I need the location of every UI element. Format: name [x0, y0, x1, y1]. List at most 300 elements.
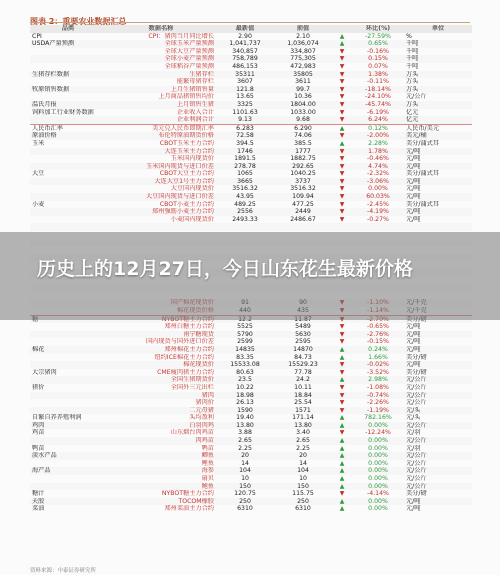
change-cell: -0.02%	[352, 361, 404, 369]
latest-value-cell: 1746	[216, 148, 274, 156]
trend-arrow-icon: ▲	[339, 475, 345, 483]
latest-value-cell: 2493.33	[232, 215, 258, 223]
unit-cell: 元/公斤	[404, 452, 472, 460]
indicator-cell: 企业利润合计	[106, 116, 216, 124]
table-row	[30, 216, 472, 224]
table-row	[30, 392, 472, 400]
indicator-cell: CPI：猪肉当月同比增长	[148, 32, 214, 40]
previous-value-cell: 385.5	[294, 139, 312, 147]
trend-arrow-icon: ▲	[339, 139, 345, 147]
previous-value-cell: 2.65	[274, 437, 332, 445]
table-row	[30, 155, 472, 163]
unit-cell: 元/公斤	[406, 383, 427, 391]
trend-arrow-icon: ▲	[332, 124, 352, 132]
trend-arrow-icon: ▲	[332, 483, 352, 491]
unit-cell: 元/羽	[406, 444, 421, 452]
indicator-cell: 郑州棉花主力合约	[106, 346, 216, 354]
latest-value-cell: 2.65	[216, 437, 274, 445]
indicator-cell: 鸭苗	[201, 444, 214, 452]
table-row	[30, 422, 472, 430]
unit-cell: 千吨	[404, 40, 472, 48]
table-row	[30, 163, 472, 171]
previous-value-cell: 14870	[274, 346, 332, 354]
category-cell: 菜油	[32, 505, 45, 513]
table-row	[30, 132, 472, 140]
table-row	[30, 429, 472, 437]
table-row	[30, 452, 472, 460]
change-cell: 1.38%	[352, 71, 404, 79]
latest-value-cell: 43.95	[216, 193, 274, 201]
latest-value-cell: 2556	[216, 208, 274, 216]
category-cell: 糖汁	[32, 490, 45, 498]
trend-arrow-icon: ▼	[339, 93, 345, 101]
category-cell: 玉米	[32, 139, 45, 147]
trend-arrow-icon	[332, 223, 352, 231]
latest-value-cell: 278.78	[216, 163, 274, 171]
unit-cell	[404, 223, 472, 231]
previous-value-cell: 2486.67	[290, 215, 316, 223]
category-cell	[30, 223, 106, 231]
trend-arrow-icon: ▼	[332, 132, 352, 140]
category-cell	[30, 392, 106, 400]
unit-cell: 美元/桶	[404, 132, 472, 140]
unit-cell: 元/公斤	[404, 376, 472, 384]
unit-cell: 元/吨	[404, 193, 472, 201]
previous-value-cell: 2.25	[296, 444, 310, 452]
latest-value-cell: 3325	[216, 101, 274, 109]
category-cell	[30, 460, 106, 468]
indicator-cell: CBOT大豆主力合约	[159, 170, 214, 178]
table-row	[30, 48, 472, 56]
category-cell	[30, 63, 106, 71]
latest-value-cell: 6.283	[216, 124, 274, 132]
category-cell: 天胶	[30, 498, 106, 506]
category-cell	[30, 399, 106, 407]
unit-cell: 元/公斤	[404, 483, 472, 491]
latest-value-cell: 6310	[237, 505, 253, 513]
table-row	[30, 467, 472, 475]
previous-value-cell: 25.54	[294, 399, 312, 407]
trend-arrow-icon: ▼	[332, 71, 352, 79]
trend-arrow-icon: ▼	[339, 185, 345, 193]
previous-value-cell: 10.11	[294, 383, 312, 391]
latest-value-cell: 14	[241, 459, 249, 467]
latest-value-cell: 250	[216, 498, 274, 506]
table-row	[30, 384, 472, 392]
previous-value-cell: 9.68	[274, 116, 332, 124]
latest-value-cell: 10	[241, 475, 249, 483]
previous-value-cell: 10	[299, 475, 307, 483]
trend-arrow-icon: ▲	[339, 32, 345, 40]
trend-arrow-icon: ▼	[339, 215, 345, 223]
latest-value-cell: 10.22	[236, 383, 254, 391]
indicator-cell: 大连玉米主力合约	[106, 148, 216, 156]
indicator-cell: 山东烟台肉鸡苗	[170, 429, 214, 437]
latest-value-cell: 35311	[216, 71, 274, 79]
category-cell	[30, 483, 106, 491]
previous-value-cell: 6.290	[274, 124, 332, 132]
trend-arrow-icon: ▼	[339, 62, 345, 70]
change-cell: 0.00%	[368, 444, 388, 452]
trend-arrow-icon: ▼	[332, 55, 352, 63]
latest-value-cell: 20	[216, 452, 274, 460]
previous-value-cell: 3516.32	[290, 185, 316, 193]
indicator-cell: NYBOT糖主力合约	[161, 490, 214, 498]
table-row	[30, 93, 472, 101]
table-row	[30, 116, 472, 124]
category-cell	[30, 407, 106, 415]
category-cell: 大豆	[32, 170, 45, 178]
previous-value-cell: 2449	[274, 208, 332, 216]
unit-cell: 万头	[404, 86, 472, 94]
previous-value-cell: 20	[274, 452, 332, 460]
change-cell: 782.16%	[364, 414, 392, 422]
unit-cell: 千吨	[404, 55, 472, 63]
trend-arrow-icon: ▲	[339, 414, 345, 422]
previous-value-cell: 115.75	[292, 490, 314, 498]
table-row	[30, 201, 472, 209]
change-cell: 2.98%	[352, 376, 404, 384]
indicator-cell: 上月销售生猪	[106, 101, 216, 109]
change-cell: 0.00%	[352, 498, 404, 506]
change-cell: -18.14%	[352, 86, 404, 94]
indicator-cell: 大豆国内现货价	[170, 185, 214, 193]
latest-value-cell: 5525	[237, 323, 253, 331]
category-cell: 生猪存栏数据	[30, 71, 106, 79]
previous-value-cell: 1571	[274, 407, 332, 415]
category-cell	[30, 178, 106, 186]
indicator-cell: 猪肉	[106, 392, 216, 400]
indicator-cell: 扇贝	[201, 475, 214, 483]
unit-cell: 万头	[404, 71, 472, 79]
unit-cell: 元/头	[406, 414, 421, 422]
category-cell: 牧原销售数据	[30, 86, 106, 94]
category-cell	[30, 338, 106, 346]
latest-value-cell: 758,789	[216, 55, 274, 63]
category-cell	[30, 361, 106, 369]
indicator-cell: 郑州菜油主力合约	[164, 505, 214, 513]
change-cell: -12.24%	[365, 429, 391, 437]
unit-cell: 元/吨	[404, 163, 472, 171]
table-row	[30, 490, 472, 498]
change-cell: 0.00%	[352, 483, 404, 491]
indicator-cell: CBOT小麦主力合约	[159, 200, 214, 208]
trend-arrow-icon: ▲	[332, 376, 352, 384]
trend-arrow-icon: ▼	[339, 490, 345, 498]
unit-cell: 美分/蒲式耳	[406, 139, 440, 147]
change-cell: 0.00%	[352, 452, 404, 460]
indicator-cell: 企业收入合计	[176, 108, 214, 116]
table-row	[30, 170, 472, 178]
latest-value-cell: 23.5	[216, 376, 274, 384]
previous-value-cell: 5630	[274, 331, 332, 339]
latest-value-cell: 486,153	[232, 62, 258, 70]
previous-value-cell: 477.25	[292, 200, 314, 208]
trend-arrow-icon: ▼	[339, 429, 345, 437]
category-cell	[30, 193, 106, 201]
table-row	[30, 86, 472, 94]
unit-cell: 千吨	[406, 62, 419, 70]
indicator-cell: 纽约ICE棉花主力合约	[154, 353, 214, 361]
change-cell: -1.08%	[367, 383, 389, 391]
indicator-cell: 猪肉价	[195, 399, 214, 407]
category-cell	[30, 323, 106, 331]
table-row	[30, 369, 472, 377]
table-header-row	[30, 25, 472, 33]
trend-arrow-icon: ▲	[339, 459, 345, 467]
unit-cell: 元/吨	[404, 208, 472, 216]
change-cell: -2.76%	[352, 331, 404, 339]
category-cell	[30, 155, 106, 163]
trend-arrow-icon: ▼	[339, 338, 345, 346]
change-cell: -0.65%	[367, 323, 389, 331]
previous-value-cell: 99.7	[274, 86, 332, 94]
table-row	[30, 498, 472, 506]
table-row	[30, 193, 472, 201]
previous-value-cell: 74.06	[274, 132, 332, 140]
indicator-cell: 二元母猪	[106, 407, 216, 415]
header-unit: 单位	[404, 25, 472, 33]
latest-value-cell: 72.58	[216, 132, 274, 140]
previous-value-cell: 3.40	[296, 429, 310, 437]
table-row	[30, 407, 472, 415]
unit-cell: 元/吨	[406, 185, 421, 193]
category-cell	[30, 116, 106, 124]
table-row	[30, 178, 472, 186]
trend-arrow-icon: ▼	[332, 178, 352, 186]
latest-value-cell: 1891.5	[234, 155, 256, 163]
headline-text: 历史上的12月27日，今日山东花生最新价格	[37, 258, 413, 280]
table-row	[30, 483, 472, 491]
unit-cell: 元/吨	[404, 178, 472, 186]
change-cell: -45.74%	[352, 101, 404, 109]
indicator-cell: 鲤鱼	[201, 459, 214, 467]
unit-cell: 元/公斤	[406, 459, 427, 467]
category-cell: 淡水产品	[30, 452, 106, 460]
category-cell	[30, 185, 106, 193]
previous-value-cell: 24.2	[274, 376, 332, 384]
change-cell: 0.07%	[368, 62, 388, 70]
change-cell	[352, 223, 404, 231]
table-row	[30, 475, 472, 483]
header-latest: 最新值	[216, 25, 274, 33]
trend-arrow-icon: ▼	[339, 368, 345, 376]
category-cell: 棉花	[30, 346, 106, 354]
unit-cell: %	[406, 32, 412, 40]
category-cell	[30, 78, 106, 86]
title-divider	[30, 22, 470, 23]
unit-cell: 元/吨	[406, 505, 421, 513]
indicator-cell: 生猪存栏	[106, 71, 216, 79]
table-row	[30, 63, 472, 71]
latest-value-cell: 5790	[216, 331, 274, 339]
table-row	[30, 414, 472, 422]
category-cell: 人民币汇率	[30, 124, 106, 132]
header-category: 品类	[30, 25, 106, 33]
trend-arrow-icon: ▲	[339, 444, 345, 452]
indicator-cell	[106, 223, 216, 231]
indicator-cell: CME瘦肉猪主力合约	[157, 368, 214, 376]
indicator-cell: 全球大豆产量预测	[164, 47, 214, 55]
unit-cell: 元/公斤	[404, 422, 472, 430]
table-row	[30, 505, 472, 513]
latest-value-cell: 121.8	[216, 86, 274, 94]
category-cell	[30, 93, 106, 101]
category-cell: 自繁自养养殖利润	[32, 414, 82, 422]
trend-arrow-icon: ▲	[332, 422, 352, 430]
trend-arrow-icon: ▼	[332, 331, 352, 339]
latest-value-cell: 3607	[237, 78, 253, 86]
previous-value-cell: 1882.75	[290, 155, 316, 163]
change-cell: -2.26%	[367, 399, 389, 407]
previous-value-cell: 150	[274, 483, 332, 491]
category-cell: 鸡肉	[30, 422, 106, 430]
trend-arrow-icon: ▲	[332, 498, 352, 506]
unit-cell: 亿元	[404, 116, 472, 124]
change-cell: 0.24%	[352, 346, 404, 354]
previous-value-cell: 18.84	[274, 392, 332, 400]
unit-cell: 美分/磅	[406, 368, 427, 376]
latest-value-cell: 26.13	[236, 399, 254, 407]
header-indicator: 数据名称	[106, 25, 216, 33]
change-cell: 0.12%	[352, 124, 404, 132]
source-note: 资料来源：中泰证券研究所	[30, 568, 97, 574]
table-row	[30, 361, 472, 369]
unit-cell: 元/头	[404, 407, 472, 415]
category-cell: 鸭苗	[32, 444, 45, 452]
trend-arrow-icon: ▲	[332, 467, 352, 475]
indicator-cell: 玉米国内现货价	[170, 155, 214, 163]
previous-value-cell: 1040.25	[290, 170, 316, 178]
latest-value-cell: 80.63	[236, 368, 254, 376]
change-cell: 0.00%	[368, 185, 388, 193]
trend-arrow-icon: ▼	[339, 200, 345, 208]
indicator-cell: 全球玉米产量预测	[106, 40, 216, 48]
previous-value-cell: 5489	[295, 323, 311, 331]
category-cell: 原油价格	[30, 132, 106, 140]
table-row	[30, 338, 472, 346]
latest-value-cell: 13.65	[236, 93, 254, 101]
change-cell: 0.00%	[352, 422, 404, 430]
trend-arrow-icon: ▼	[332, 163, 352, 171]
category-cell: 猪价	[32, 383, 45, 391]
trend-arrow-icon: ▼	[332, 407, 352, 415]
unit-cell: 元/吨	[404, 498, 472, 506]
latest-value-cell: 9.13	[216, 116, 274, 124]
unit-cell: 美分/磅	[406, 490, 427, 498]
latest-value-cell: 83.35	[236, 353, 254, 361]
indicator-cell: 国内现货与国外进口价差	[145, 338, 214, 346]
indicator-cell: 小麦国内现货价	[170, 215, 214, 223]
unit-cell: 元/吨	[404, 361, 472, 369]
latest-value-cell: 3.88	[238, 429, 252, 437]
trend-arrow-icon: ▼	[339, 108, 345, 116]
change-cell: -0.74%	[352, 392, 404, 400]
trend-arrow-icon: ▲	[339, 505, 345, 513]
table-row	[30, 40, 472, 48]
latest-value-cell: 13.80	[216, 422, 274, 430]
category-cell	[30, 331, 106, 339]
table-row	[30, 101, 472, 109]
change-cell: -1.19%	[352, 407, 404, 415]
latest-value-cell: 340,857	[232, 47, 258, 55]
category-cell	[30, 55, 106, 63]
trend-arrow-icon: ▼	[339, 170, 345, 178]
trend-arrow-icon: ▼	[332, 208, 352, 216]
previous-value-cell	[274, 223, 332, 231]
change-cell: 1.66%	[368, 353, 388, 361]
category-cell	[30, 48, 106, 56]
indicator-cell: 鲍鱼	[106, 483, 216, 491]
change-cell: -27.59%	[365, 32, 391, 40]
unit-cell: 元/吨	[404, 346, 472, 354]
change-cell: 1.78%	[352, 148, 404, 156]
indicator-cell: CBOT玉米主力合约	[159, 139, 214, 147]
change-cell: -0.11%	[367, 78, 389, 86]
trend-arrow-icon: ▼	[339, 323, 345, 331]
table-row	[30, 437, 472, 445]
latest-value-cell: 394.5	[236, 139, 254, 147]
latest-value-cell: 3516.32	[232, 185, 258, 193]
trend-arrow-icon: ▲	[332, 346, 352, 354]
indicator-cell: 海参	[106, 467, 216, 475]
table-row	[30, 78, 472, 86]
category-cell	[30, 216, 106, 224]
trend-arrow-icon: ▼	[339, 383, 345, 391]
previous-value-cell: 1,036,074	[274, 40, 332, 48]
change-cell: 4.74%	[352, 163, 404, 171]
previous-value-cell: 109.94	[274, 193, 332, 201]
unit-cell: 美分/蒲式耳	[406, 200, 440, 208]
change-cell: -2.32%	[367, 170, 389, 178]
category-cell: 大宗猪肉	[32, 368, 57, 376]
category-cell	[30, 475, 106, 483]
category-cell: 鸡苗	[32, 429, 45, 437]
change-cell: -4.19%	[352, 208, 404, 216]
table-row	[30, 71, 472, 79]
unit-cell: 元/吨	[404, 148, 472, 156]
header-trend	[332, 25, 352, 33]
change-cell: 0.00%	[352, 467, 404, 475]
previous-value-cell: 104	[274, 467, 332, 475]
change-cell: 6.24%	[352, 116, 404, 124]
change-cell: 0.15%	[352, 55, 404, 63]
category-cell	[30, 148, 106, 156]
unit-cell: 美分/蒲式耳	[406, 170, 440, 178]
change-cell: -0.27%	[367, 215, 389, 223]
indicator-cell: 鲫鱼	[106, 452, 216, 460]
trend-arrow-icon: ▼	[332, 116, 352, 124]
change-cell: -3.52%	[367, 368, 389, 376]
indicator-cell: 全国生猪期货价	[106, 376, 216, 384]
category-cell	[30, 208, 106, 216]
previous-value-cell: 10.36	[294, 93, 312, 101]
indicator-cell: 上月商品猪销售均价	[158, 93, 214, 101]
indicator-cell: 头均盈利	[189, 414, 214, 422]
previous-value-cell: 250	[274, 498, 332, 506]
indicator-cell: 棉花现货价	[106, 361, 216, 369]
latest-value-cell: 19.40	[236, 414, 254, 422]
previous-value-cell: 84.73	[294, 353, 312, 361]
table-row	[30, 354, 472, 362]
change-cell: 0.00%	[368, 475, 388, 483]
header-change: 环比(%)	[352, 25, 404, 33]
unit-cell: 元/吨	[404, 331, 472, 339]
table-row	[30, 323, 472, 331]
indicator-cell: 全球小麦产量预测	[106, 55, 216, 63]
latest-value-cell: 2599	[237, 338, 253, 346]
change-cell: 0.00%	[368, 505, 388, 513]
